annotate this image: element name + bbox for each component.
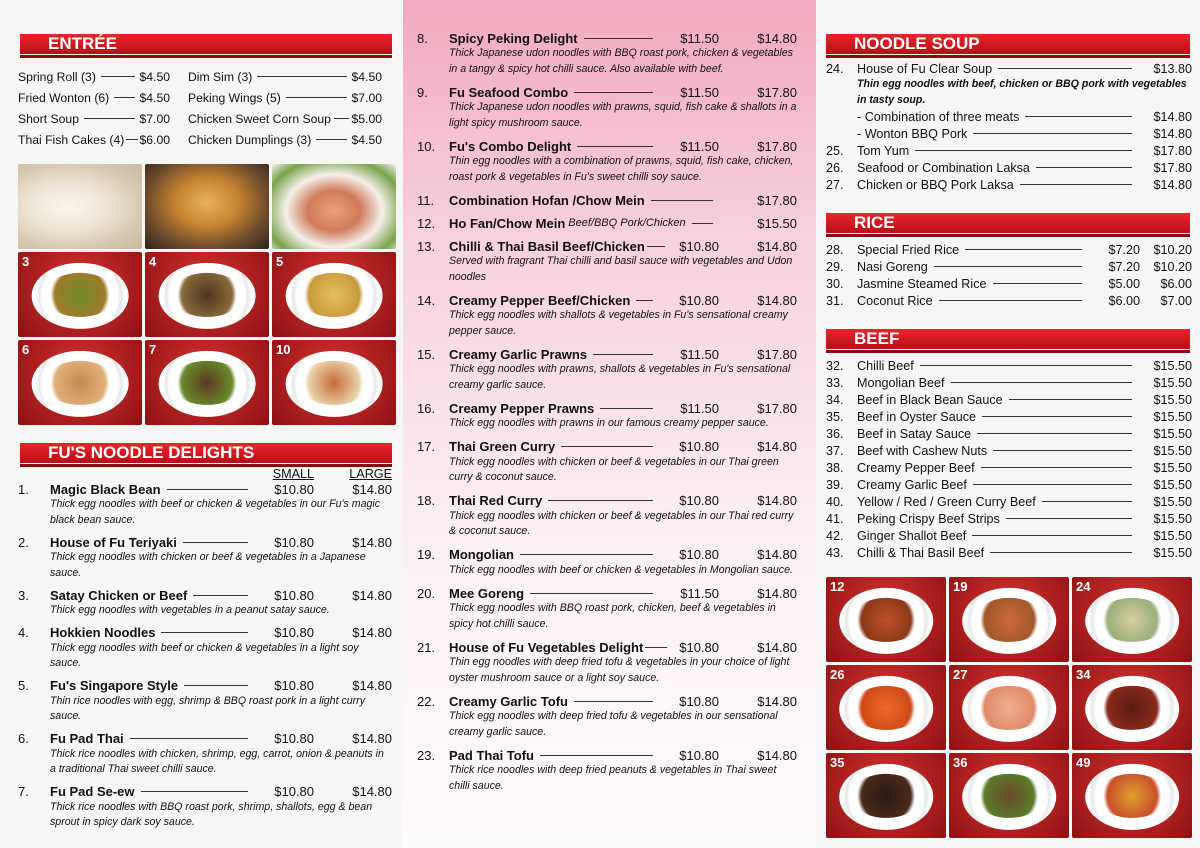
menu-item: 41. Peking Crispy Beef Strips $15.50 [826, 511, 1192, 526]
noodle-list-continued [417, 30, 797, 794]
beef-dish [1097, 685, 1167, 729]
menu-item: 31. Coconut Rice $6.00 $7.00 [826, 293, 1192, 308]
soup-dish [974, 685, 1044, 729]
menu-item: 7. Fu Pad Se-ew $10.80 $14.80 Thick rice noodles with BBQ roast pork, shrimp, shallots, egg & bean sprout in spicy dark soy sauce. [18, 784, 392, 831]
dish-photo: 3 [18, 252, 142, 337]
entree-item: Peking Wings (5) $7.00 [188, 90, 382, 105]
dish-photo: 4 [145, 252, 269, 337]
entree-item: Dim Sim (3) $4.50 [188, 69, 382, 84]
menu-item: 30. Jasmine Steamed Rice $5.00 $6.00 [826, 276, 1192, 291]
menu-item: 11. Combination Hofan /Chow Mein $17.80 [417, 192, 797, 208]
noodle-dish [974, 597, 1044, 641]
menu-item: 18. Thai Red Curry $10.80 $14.80 Thick egg noodles with chicken or beef & vegetables in our Thai red curry & coconut sauce. [417, 493, 797, 540]
item-description: Thick egg noodles with shallots & vegetables in Fu's sensational creamy pepper sauce. [449, 309, 788, 337]
beef-heading: BEEF [826, 329, 1190, 349]
noodle-dish [298, 360, 370, 404]
menu-item: 37. Beef with Cashew Nuts $15.50 [826, 443, 1192, 458]
dish-photo: 5 [272, 252, 396, 337]
item-description: Thick egg noodles with beef or chicken & vegetables in Mongolian sauce. [449, 563, 793, 576]
menu-item: 3. Satay Chicken or Beef $10.80 $14.80 Thick egg noodles with vegetables in a peanut satay sauce. [18, 587, 392, 619]
menu-item: 19. Mongolian $10.80 $14.80 Thick egg noodles with beef or chicken & vegetables in Mongolian sauce. [417, 547, 797, 579]
menu-item: 21. House of Fu Vegetables Delight $10.80 $14.80 Thin egg noodles with deep fried tofu & vegetables in your choice of light oyster mushroom sauce or a light soy sauce. [417, 639, 797, 686]
menu-item: 42. Ginger Shallot Beef $15.50 [826, 528, 1192, 543]
beef-dish [974, 773, 1044, 817]
noodles-heading: FU'S NOODLE DELIGHTS [20, 443, 392, 463]
item-description: Thick egg noodles with deep fried tofu & vegetables in our sensational creamy garlic sauce. [449, 710, 778, 738]
entree-list [18, 66, 392, 150]
entree-photo-grid [18, 164, 392, 425]
noodle-dish [171, 360, 243, 404]
menu-item: - Combination of three meats $14.80 [857, 109, 1192, 124]
fish-cakes-photo [272, 164, 396, 249]
item-description: Thin egg noodles with beef, chicken or BBQ pork with vegetables in tasty soup. [857, 78, 1187, 106]
noodle-dish [171, 272, 243, 316]
dumplings-photo [18, 164, 142, 249]
item-description: Thick egg noodles with chicken or beef & vegetables in our Thai green curry & coconut sauce. [449, 455, 779, 483]
menu-item: 32. Chilli Beef $15.50 [826, 358, 1192, 373]
beef-dish [1097, 773, 1167, 817]
dish-photo: 27 [949, 665, 1069, 750]
menu-item: 6. Fu Pad Thai $10.80 $14.80 Thick rice noodles with chicken, shrimp, egg, carrot, onion & peanuts in a traditional Thai sweet chilli sauce. [18, 731, 392, 778]
item-description: Thick egg noodles with prawns in our famous creamy pepper sauce. [449, 417, 769, 429]
rice-heading: RICE [826, 213, 1190, 233]
item-description: Thick rice noodles with chicken, shrimp, egg, carrot, onion & peanuts in a traditional Thai sweet chilli sauce. [50, 747, 384, 775]
menu-item: 34. Beef in Black Bean Sauce $15.50 [826, 392, 1192, 407]
dish-photo: 36 [949, 753, 1069, 838]
soup-dish [1097, 597, 1167, 641]
item-description: Served with fragrant Thai chilli and basil sauce with vegetables and Udon noodles [449, 255, 793, 283]
menu-item: 4. Hokkien Noodles $10.80 $14.80 Thick egg noodles with beef or chicken & vegetables in a light soy sauce. [18, 625, 392, 672]
dish-photo: 12 [826, 577, 946, 662]
noodle-list [18, 481, 392, 831]
menu-item: 8. Spicy Peking Delight $11.50 $14.80 Thick Japanese udon noodles with BBQ roast pork, chicken & vegetables in a tangy & spicy hot chilli sauce. Also available with beef. [417, 30, 797, 77]
dish-photo: 19 [949, 577, 1069, 662]
item-description: Thick egg noodles with prawns, shallots & vegetables in Fu's sensational creamy garlic sauce. [449, 363, 791, 391]
noodle-dish [298, 272, 370, 316]
beef-dish [851, 773, 921, 817]
beef-list [826, 357, 1192, 561]
item-description: Thick egg noodles with vegetables in a peanut satay sauce. [50, 604, 330, 616]
noodle-dish [44, 360, 116, 404]
left-column [0, 0, 402, 848]
entree-item: Chicken Sweet Corn Soup $5.00 [188, 111, 382, 126]
soup-dish [851, 685, 921, 729]
dish-photo: 10 [272, 340, 396, 425]
fried-wonton-photo [145, 164, 269, 249]
entree-item: Chicken Dumplings (3) $4.50 [188, 132, 382, 147]
noodle-dish [851, 597, 921, 641]
menu-item: 9. Fu Seafood Combo $11.50 $17.80 Thick Japanese udon noodles with prawns, squid, fish cake & shallots in a light spicy mushroom sauce. [417, 84, 797, 131]
entree-item: Short Soup $7.00 [18, 111, 170, 126]
menu-item: 17. Thai Green Curry $10.80 $14.80 Thick egg noodles with chicken or beef & vegetables in our Thai green curry & coconut sauce. [417, 439, 797, 486]
menu-item: 22. Creamy Garlic Tofu $10.80 $14.80 Thick egg noodles with deep fried tofu & vegetables in our sensational creamy garlic sauce. [417, 693, 797, 740]
menu-item: - Wonton BBQ Pork $14.80 [857, 126, 1192, 141]
right-column [816, 0, 1200, 848]
item-description: Thick Japanese udon noodles with prawns, squid, fish cake & shallots in a light spicy mushroom sauce. [449, 101, 797, 129]
item-description: Thin egg noodles with a combination of prawns, squid, fish cake, chicken, roast pork & vegetables in Fu's sweet chilli soy sauce. [449, 155, 794, 183]
menu-item: 12. Ho Fan/Chow Mein Beef/BBQ Pork/Chicken $15.50 [417, 215, 797, 231]
middle-column [403, 0, 816, 848]
item-description: Thin egg noodles with deep fried tofu & vegetables in your choice of light oyster mushroom sauce or a light soy sauce. [449, 656, 790, 684]
item-description: Thick egg noodles with chicken or beef & vegetables in our Thai red curry & coconut sauce. [449, 509, 794, 537]
item-description: Thick egg noodles with beef or chicken & vegetables in our Fu's magic black bean sauce. [50, 498, 381, 526]
menu-item: 38. Creamy Pepper Beef $15.50 [826, 460, 1192, 475]
item-description: Thick Japanese udon noodles with BBQ roast pork, chicken & vegetables in a tangy & spicy hot chilli sauce. Also available with beef. [449, 47, 793, 75]
menu-item: 35. Beef in Oyster Sauce $15.50 [826, 409, 1192, 424]
entree-item: Spring Roll (3) $4.50 [18, 69, 170, 84]
menu-item: 40. Yellow / Red / Green Curry Beef $15.50 [826, 494, 1192, 509]
menu-item: 24. House of Fu Clear Soup $13.80 [826, 61, 1192, 76]
noodle-soup-heading: NOODLE SOUP [826, 34, 1190, 54]
menu-item: 20. Mee Goreng $11.50 $14.80 Thick egg noodles with BBQ roast pork, chicken, beef & vegetables in spicy hot chilli sauce. [417, 585, 797, 632]
entree-heading: ENTRÉE [20, 34, 392, 54]
dish-photo: 49 [1072, 753, 1192, 838]
menu-item: 23. Pad Thai Tofu $10.80 $14.80 Thick rice noodles with deep fried peanuts & vegetables in Thai sweet chilli sauce. [417, 747, 797, 794]
menu-item: 14. Creamy Pepper Beef/Chicken $10.80 $14.80 Thick egg noodles with shallots & vegetables in Fu's sensational creamy pepper sauce. [417, 292, 797, 339]
menu-item: 13. Chilli & Thai Basil Beef/Chicken $10.80 $14.80 Served with fragrant Thai chilli and basil sauce with vegetables and Udon noodles [417, 238, 797, 285]
menu-item: 10. Fu's Combo Delight $11.50 $17.80 Thin egg noodles with a combination of prawns, squid, fish cake, chicken, roast pork & vegetables in Fu's sweet chilli soy sauce. [417, 138, 797, 185]
item-description: Thin rice noodles with egg, shrimp & BBQ roast pork in a light curry sauce. [50, 694, 366, 722]
menu-item: 39. Creamy Garlic Beef $15.50 [826, 477, 1192, 492]
item-description: Thick rice noodles with BBQ roast pork, shrimp, shallots, egg & bean sprout in spicy dark soy sauce. [50, 800, 373, 828]
dish-photo: 35 [826, 753, 946, 838]
entree-item: Fried Wonton (6) $4.50 [18, 90, 170, 105]
item-description: Thick egg noodles with beef or chicken & vegetables in a light soy sauce. [50, 641, 359, 669]
menu-item: 28. Special Fried Rice $7.20 $10.20 [826, 242, 1192, 257]
menu-item: 26. Seafood or Combination Laksa $17.80 [826, 160, 1192, 175]
menu-item: 36. Beef in Satay Sauce $15.50 [826, 426, 1192, 441]
noodle-soup-list [826, 60, 1192, 193]
entree-item: Thai Fish Cakes (4) $6.00 [18, 132, 170, 147]
menu-item: 1. Magic Black Bean $10.80 $14.80 Thick egg noodles with beef or chicken & vegetables in our Fu's magic black bean sauce. [18, 481, 392, 528]
menu-item: 5. Fu's Singapore Style $10.80 $14.80 Thin rice noodles with egg, shrimp & BBQ roast pork in a light curry sauce. [18, 678, 392, 725]
large-label: LARGE [349, 467, 392, 481]
price-size-header [18, 467, 392, 481]
dish-photo: 24 [1072, 577, 1192, 662]
menu-item: 2. House of Fu Teriyaki $10.80 $14.80 Thick egg noodles with chicken or beef & vegetables in a Japanese sauce. [18, 534, 392, 581]
noodle-dish [44, 272, 116, 316]
menu-item: 16. Creamy Pepper Prawns $11.50 $17.80 Thick egg noodles with prawns in our famous creamy pepper sauce. [417, 400, 797, 432]
menu-item: 29. Nasi Goreng $7.20 $10.20 [826, 259, 1192, 274]
dish-photo: 6 [18, 340, 142, 425]
dish-photo-grid [826, 577, 1192, 838]
menu-item: 43. Chilli & Thai Basil Beef $15.50 [826, 545, 1192, 560]
rice-list [826, 241, 1192, 309]
item-description: Thick rice noodles with deep fried peanuts & vegetables in Thai sweet chilli sauce. [449, 764, 777, 792]
menu-item: 15. Creamy Garlic Prawns $11.50 $17.80 Thick egg noodles with prawns, shallots & vegetables in Fu's sensational creamy garlic sauce. [417, 346, 797, 393]
menu-item: 33. Mongolian Beef $15.50 [826, 375, 1192, 390]
item-description: Thick egg noodles with BBQ roast pork, chicken, beef & vegetables in spicy hot chilli sauce. [449, 602, 776, 630]
menu-item: 25. Tom Yum $17.80 [826, 143, 1192, 158]
dish-photo: 34 [1072, 665, 1192, 750]
dish-photo: 26 [826, 665, 946, 750]
menu-item: 27. Chicken or BBQ Pork Laksa $14.80 [826, 177, 1192, 192]
dish-photo: 7 [145, 340, 269, 425]
item-description: Thick egg noodles with chicken or beef & vegetables in a Japanese sauce. [50, 551, 366, 579]
small-label: SMALL [272, 467, 314, 481]
